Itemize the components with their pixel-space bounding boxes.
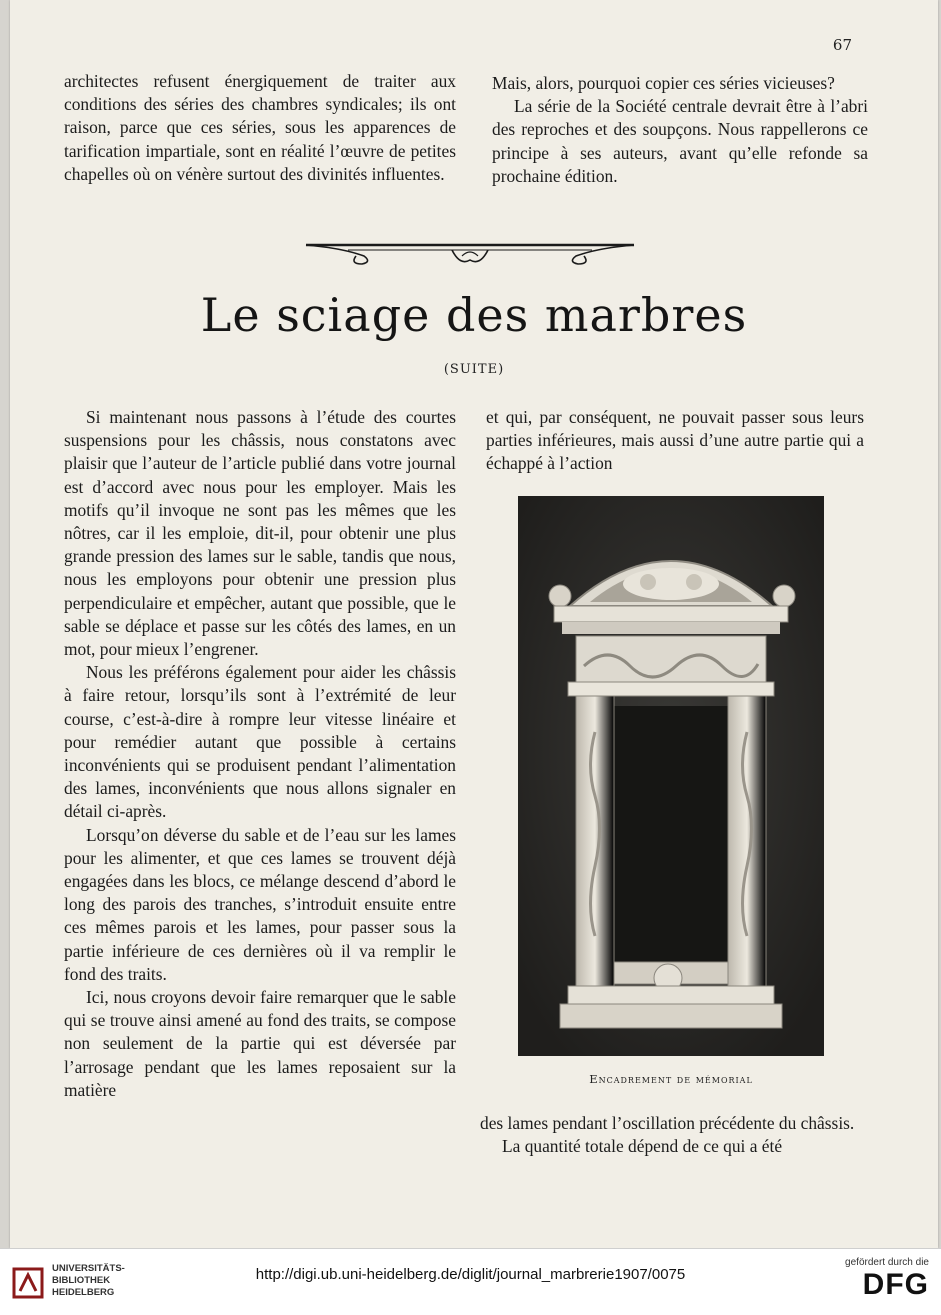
paragraph: La série de la Société centrale devrait être à l’abri des reproches et des soupçons. Nous rappellerons ce principe à ses auteurs, avant qu’elle refonde sa prochaine édition. (492, 96, 868, 186)
memorial-frame-photo (518, 496, 824, 1056)
library-line: UNIVERSITÄTS- (52, 1263, 125, 1274)
top-left-column (64, 70, 456, 186)
body-right-column-bottom (480, 1112, 856, 1158)
paragraph: La quantité totale dépend de ce qui a été (502, 1136, 783, 1157)
library-line: BIBLIOTHEK (52, 1275, 111, 1286)
article-title: Le sciage des marbres (200, 288, 748, 342)
article-subtitle: (SUITE) (443, 362, 505, 377)
library-line: HEIDELBERG (52, 1287, 115, 1298)
caption-text: Encadrement de mémorial (589, 1072, 753, 1086)
paragraph: et qui, par conséquent, ne pouvait passer sous leurs parties inférieures, mais aussi d’une autre partie qui a échappé à l’action (486, 407, 864, 474)
paragraph: des lames pendant l’oscillation précédente du châssis. (480, 1113, 855, 1133)
paragraph: Lorsqu’on déverse du sable et de l’eau sur les lames pour les alimenter, et que ces lames se trouvent déjà engagées dans les blocs, ce mélange descend d’abord le long des parois des tranches, s’introduit ensuite entre ces mêmes parois et les lames, pour passer sous la partie inférieure de ces dernières où il va remplir le fond des traits. (64, 824, 456, 984)
body-right-column-top (486, 406, 864, 476)
funding-label: gefördert durch die (845, 1257, 929, 1268)
figure-caption (518, 1072, 824, 1086)
body-left-column (64, 406, 456, 1102)
ornament-divider-icon (302, 236, 638, 270)
top-right-column (492, 72, 868, 188)
paragraph: Nous les préférons également pour aider les châssis à faire retour, lorsqu’ils sont à l’extrémité de leur course, c’est-à-dire à rompre leur vitesse linéaire et pour remédier autant que possible à certains inconvénients qui se produisent pendant l’alimentation des lames, inconvénients que nous allons signaler en détail ci-après. (64, 662, 456, 822)
funding-block[interactable] (845, 1257, 929, 1302)
paragraph: architectes refusent énergiquement de traiter aux conditions des séries des chambres syndicales; ils ont raison, parce que ces séries, sous les apparences de tarification impartiale, sont en réalité l’œuvre de petites chapelles où on vénère surtout des divinités influentes. (64, 71, 456, 184)
journal-page (10, 0, 938, 1248)
page-number: 67 (832, 36, 852, 54)
dfg-logo: DFG (862, 1268, 929, 1301)
paragraph: Mais, alors, pourquoi copier ces séries vicieuses? (492, 73, 835, 93)
paragraph: Ici, nous croyons devoir faire remarquer que le sable qui se trouve ainsi amené au fond des traits, se compose non seulement de la partie qui est déversée par l’arrosage pendant que les lames reposaient sur la matière (64, 987, 456, 1100)
viewer-footer (0, 1248, 941, 1315)
paragraph: Si maintenant nous passons à l’étude des courtes suspensions pour les châssis, nous constatons avec plaisir que l’auteur de l’article publié dans votre journal est d’accord avec nous pour les employer. Mais les motifs qu’il invoque ne sont pas les mêmes que les nôtres, car il les emploie, dit-il, pour obtenir une plus grande pression des lames sur le sable, tandis que nous, nous les employons pour obtenir une pression plus perpendiculaire et empêcher, autant que possible, que le sable se déplace et passe sur les côtés des lames, en un mot, pour mieux l’engrener. (64, 407, 456, 660)
permalink-url[interactable]: http://digi.ub.uni-heidelberg.de/diglit/journal_marbrerie1907/0075 (255, 1266, 686, 1283)
